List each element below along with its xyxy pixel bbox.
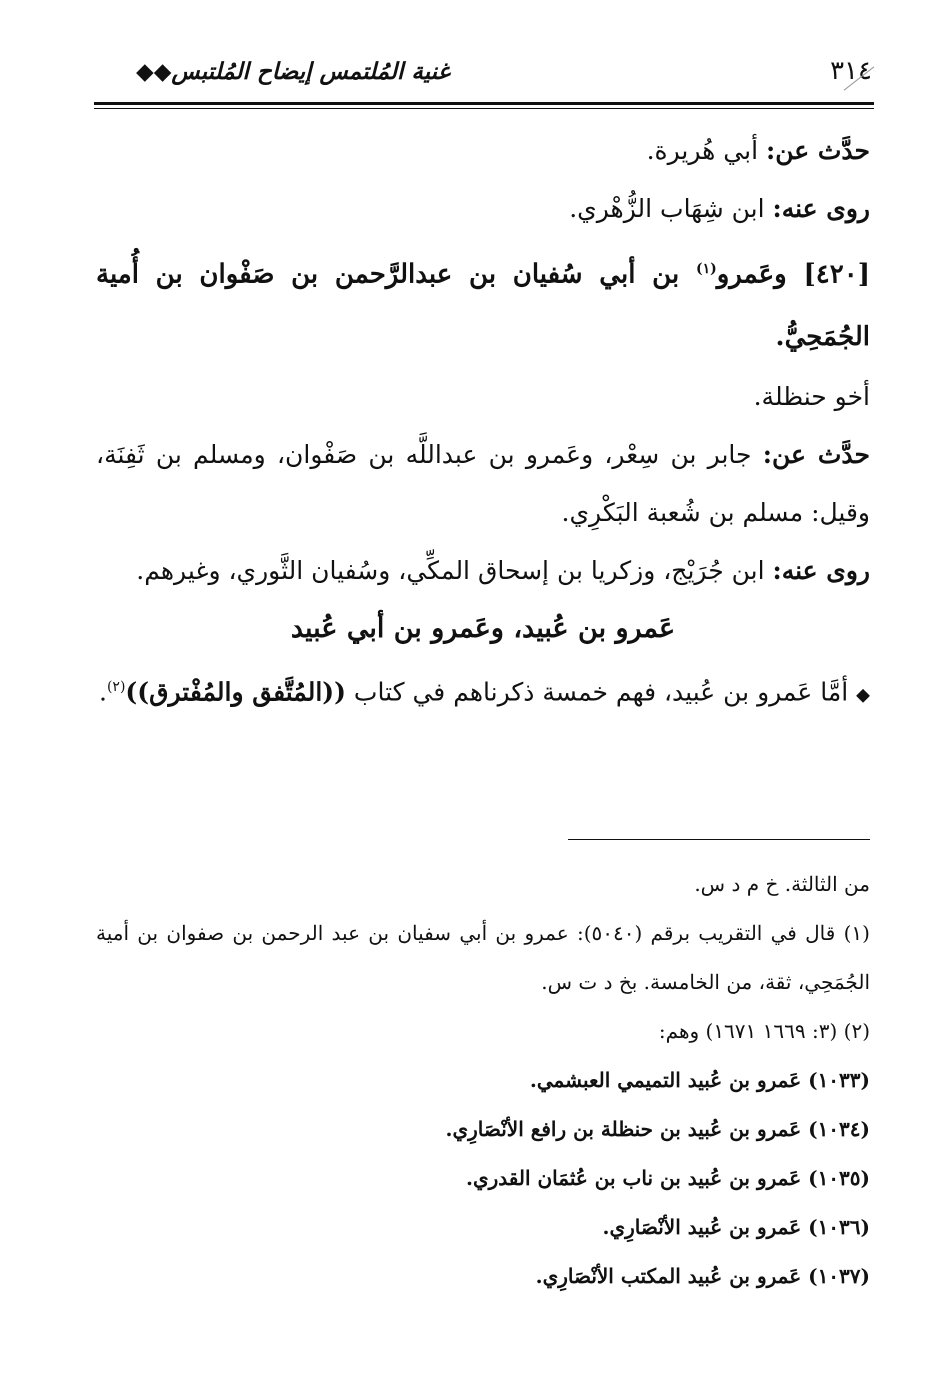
footnote-1: (١) قال في التقريب برقم (٥٠٤٠): عمرو بن أبي سفيان بن عبد الرحمن بن صفوان بن أمية الجُمَحِي، ثقة، من الخامسة. بخ د ت س.: [96, 921, 870, 994]
narrated-by-text-2: ابن جُرَيْج، وزكريا بن إسحاق المكِّي، وسُفيان الثَّوري، وغيرهم.: [136, 555, 773, 585]
main-text: [96, 122, 870, 724]
header-rule-thin: [94, 108, 874, 109]
narrated-by-line: [96, 180, 870, 238]
narrated-from-text-2: جابر بن سِعْر، وعَمرو بن عبداللَّه بن صَفْوان، ومسلم بن ثَفِنَة، وقيل: مسلم بن شُعبة البَكْرِي.: [96, 439, 870, 527]
section-heading: عَمرو بن عُبيد، وعَمرو بن أبي عُبيد: [290, 612, 676, 644]
header-rule-thick: [94, 102, 874, 105]
narrated-from-line-2: [96, 426, 870, 542]
relation-line: أخو حنظلة.: [753, 381, 870, 411]
footnote-2: (٢) (٣: ١٦٦٩ ١٦٧١) وهم:: [658, 1019, 870, 1043]
section-paragraph-text: أمَّا عَمرو بن عُبيد، فهم خمسة ذكرناهم في كتاب: [345, 676, 857, 706]
footnote-list-item: (١٠٣٦) عَمرو بن عُبيد الأنْصَارِي.: [602, 1215, 870, 1239]
book-title: ((المُتَّفق والمُفْترق)): [125, 676, 346, 706]
page-number: ٣١٤: [830, 56, 872, 86]
section-paragraph-end: .: [99, 676, 107, 706]
narrated-from-line: [96, 122, 870, 180]
footnote-list-item: (١٠٣٥) عَمرو بن عُبيد بن ناب بن عُثمَان القدري.: [465, 1166, 870, 1190]
diamond-bullet-icon: ◆: [856, 683, 870, 705]
narrated-from-label-2: حدَّث عن:: [762, 439, 870, 469]
narrated-by-text: ابن شِهَاب الزُّهْري.: [569, 194, 773, 223]
footnote-continuation: من الثالثة. خ م د س.: [694, 872, 870, 896]
entry-number: [٤٢٠]: [786, 259, 870, 290]
section-paragraph: [96, 658, 870, 724]
footnote-list-item: (١٠٣٤) عَمرو بن عُبيد بن حنظلة بن رافع الأنْصَارِي.: [445, 1117, 870, 1141]
biography-entry-heading: [96, 238, 870, 368]
entry-name-start: وعَمرو: [716, 259, 787, 290]
narrated-from-label: حدَّث عن:: [766, 136, 870, 165]
entry-name-rest: بن أبي سُفيان بن عبدالرَّحمن بن صَفْوان بن أُمية الجُمَحِيُّ.: [96, 259, 870, 352]
narrated-by-line-2: [96, 542, 870, 600]
footnote-list-item: (١٠٣٣) عَمرو بن عُبيد التميمي العبشمي.: [529, 1068, 870, 1092]
page-header: [96, 48, 872, 100]
narrated-by-label-2: روى عنه:: [772, 555, 870, 585]
footnote-ref-2: (٢): [106, 678, 126, 695]
footnote-list-item: (١٠٣٧) عَمرو بن عُبيد المكتب الأنْصَارِي.: [535, 1264, 870, 1288]
running-title: غنية المُلتمس إيضاح المُلتبس◆◆: [136, 58, 450, 85]
narrated-from-text: أبي هُريرة.: [646, 136, 766, 165]
footnotes: [96, 860, 870, 1301]
narrated-by-label: روى عنه:: [772, 194, 870, 223]
footnote-ref-1: (١): [695, 261, 717, 277]
footnote-separator: [568, 839, 870, 840]
